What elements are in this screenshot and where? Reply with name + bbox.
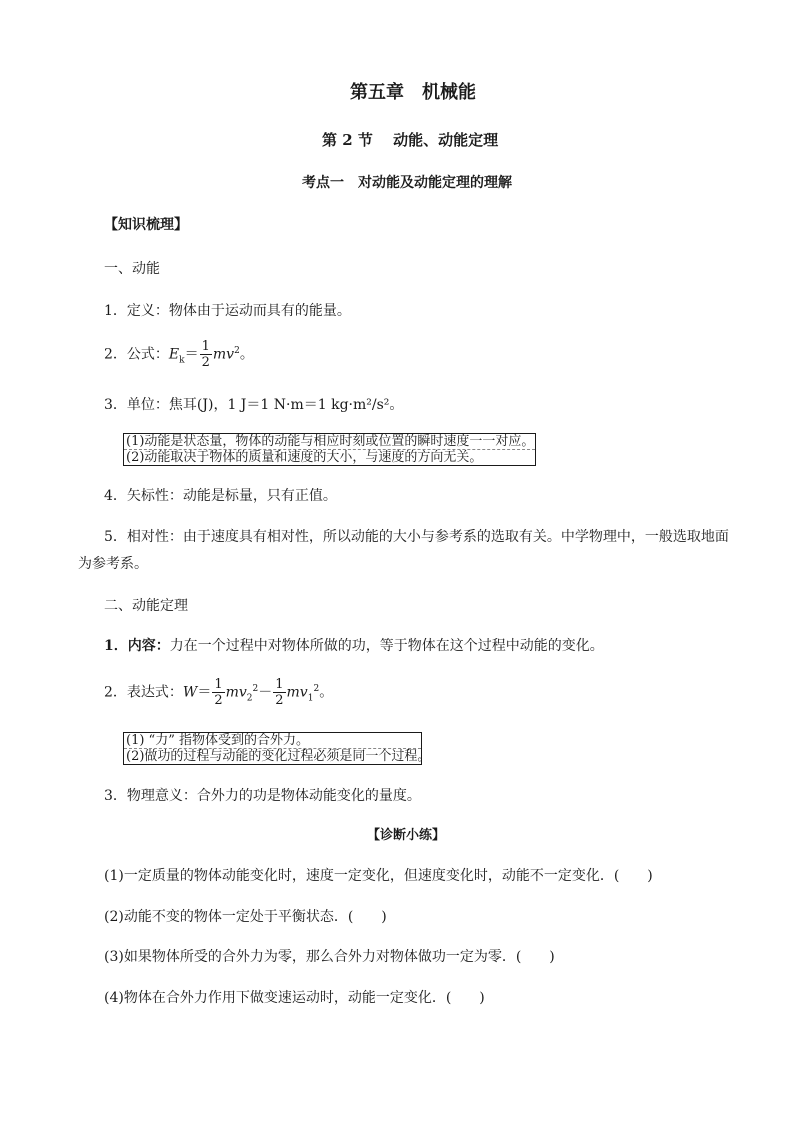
part2-content bbox=[104, 637, 604, 655]
practice-item-1: (1)一定质量的物体动能变化时，速度一定变化，但速度变化时，动能不一定变化．( ) bbox=[104, 868, 653, 884]
part1-heading: 一、动能 bbox=[104, 261, 160, 277]
part1-scalar: 4．矢标性：动能是标量，只有正值。 bbox=[104, 488, 337, 504]
part2-meaning: 3．物理意义：合外力的功是物体动能变化的量度。 bbox=[104, 788, 421, 804]
part1-relativity-line1: 5．相对性：由于速度具有相对性，所以动能的大小与参考系的选取有关。中学物理中，一般选取地面 bbox=[104, 529, 729, 545]
section-title: 第 2 节 动能、动能定理 bbox=[322, 131, 499, 149]
part2-content-text: 力在一个过程中对物体所做的功，等于物体在这个过程中动能的变化。 bbox=[169, 638, 604, 654]
formula-lhs: E bbox=[168, 346, 180, 363]
formula-eq: ＝ bbox=[184, 346, 199, 363]
expr-term2-sup: 2 bbox=[313, 683, 320, 694]
chapter-title: 第五章 机械能 bbox=[350, 82, 476, 103]
part1-note-line2: (2)动能取决于物体的质量和速度的大小，与速度的方向无关。 bbox=[126, 450, 483, 465]
part1-note-box bbox=[123, 433, 536, 466]
part1-formula bbox=[104, 340, 254, 369]
expr-term1: mv bbox=[225, 684, 247, 701]
part1-definition: 1．定义：物体由于运动而具有的能量。 bbox=[104, 303, 351, 319]
formula-rhs: mv bbox=[212, 346, 235, 363]
part1-unit: 3．单位：焦耳(J)，1 J＝1 N·m＝1 kg·m²/s²。 bbox=[104, 397, 404, 413]
expr-eq: ＝ bbox=[197, 684, 212, 701]
part2-content-label: 1．内容： bbox=[104, 638, 170, 654]
practice-item-3: (3)如果物体所受的合外力为零，那么合外力对物体做功一定为零．( ) bbox=[104, 949, 555, 965]
part2-heading: 二、动能定理 bbox=[104, 598, 188, 614]
expr-w: W bbox=[182, 684, 198, 701]
formula-prefix: 2．公式： bbox=[104, 346, 169, 363]
formula-fraction: $\frac{1}{2}$ bbox=[201, 339, 210, 370]
part2-expression bbox=[104, 678, 333, 707]
practice-header: 【诊断小练】 bbox=[367, 828, 446, 843]
formula-end: 。 bbox=[239, 346, 254, 363]
formula-rhs-sup: 2 bbox=[234, 345, 240, 356]
part2-note-box bbox=[123, 732, 431, 765]
expr-end: 。 bbox=[319, 684, 334, 701]
topic-title: 考点一 对动能及动能定理的理解 bbox=[302, 175, 512, 191]
expr-term2: mv bbox=[286, 684, 308, 701]
expr-fraction-2: $\frac{1}{2}$ bbox=[275, 677, 284, 708]
expr-prefix: 2．表达式： bbox=[104, 684, 183, 701]
practice-item-4: (4)物体在合外力作用下做变速运动时，动能一定变化．( ) bbox=[104, 990, 485, 1006]
part1-relativity-line2: 为参考系。 bbox=[78, 556, 148, 572]
expr-term1-sub: 2 bbox=[246, 693, 253, 704]
expr-fraction-1: $\frac{1}{2}$ bbox=[214, 677, 223, 708]
part2-note-line1: (1) “力” 指物体受到的合外力。 bbox=[124, 733, 421, 749]
formula-lhs-sub: k bbox=[179, 355, 185, 366]
practice-item-2: (2)动能不变的物体一定处于平衡状态．( ) bbox=[104, 909, 387, 925]
part2-note-line2: (2)做功的过程与动能的变化过程必须是同一个过程。 bbox=[126, 749, 431, 764]
expr-term1-sup: 2 bbox=[252, 683, 259, 694]
knowledge-header: 【知识梳理】 bbox=[104, 217, 188, 233]
expr-term2-sub: 1 bbox=[307, 693, 314, 704]
part1-note-line1: (1)动能是状态量，物体的动能与相应时刻或位置的瞬时速度一一对应。 bbox=[126, 434, 535, 449]
expr-minus: － bbox=[258, 684, 273, 701]
